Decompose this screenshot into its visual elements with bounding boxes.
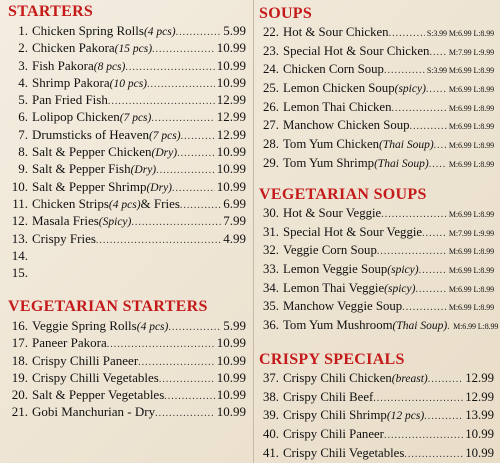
item-size-prices: M:7.99 L:9.99 [448, 228, 494, 238]
item-note: (Dry) [130, 164, 157, 177]
dot-leader [402, 299, 447, 316]
menu-item [0, 317, 252, 334]
item-size-prices: M:6.99 L:8.99 [448, 141, 494, 151]
dot-leader [168, 319, 221, 334]
item-name: Fish Pakora [32, 57, 94, 73]
menu-item [255, 407, 500, 426]
menu-item [255, 426, 500, 445]
menu-item [255, 99, 500, 118]
item-name: Chicken Pakora [32, 40, 115, 56]
menu-item [255, 298, 500, 317]
menu-item [255, 261, 500, 280]
item-price: 6.99 [223, 195, 246, 211]
item-number: 3. [18, 57, 28, 73]
item-number: 4. [18, 74, 28, 90]
item-note: (Thai Soup) [379, 139, 434, 152]
item-price: 10.99 [465, 427, 494, 442]
menu-item [255, 205, 500, 224]
item-name: Veggie Corn Soup [283, 243, 377, 258]
item-number: 39. [263, 408, 279, 423]
menu-item [0, 108, 252, 125]
item-price: 10.99 [216, 144, 246, 160]
dot-leader [392, 100, 447, 117]
item-note: (4 pcs) [143, 26, 176, 38]
item-size-prices: M:6.99 L:8.99 [448, 284, 494, 294]
soups-section [255, 4, 500, 174]
item-note: (spicy) [384, 282, 416, 295]
item-size-prices: M:6.99 L:8.99 [448, 122, 494, 132]
item-price: 12.99 [216, 109, 246, 125]
item-name: Crispy Chilli Vegetables [32, 369, 159, 385]
item-price: 10.99 [216, 335, 246, 351]
item-price: 5.99 [223, 23, 246, 38]
item-number: 37. [263, 371, 279, 385]
item-name: Chicken Corn Soup [283, 62, 384, 77]
item-note: (8 pcs) [93, 60, 126, 73]
item-number: 23. [263, 43, 279, 58]
item-note: (breast) [391, 373, 428, 385]
menu-item [255, 43, 500, 62]
item-number: 27. [263, 118, 279, 133]
item-size-prices: M:6.99 L:8.99 [448, 210, 494, 219]
item-name: Veggie Spring Rolls [32, 318, 137, 333]
menu-item [255, 224, 500, 243]
item-name: Tom Yum Mushroom [283, 318, 393, 333]
menu-item [0, 230, 252, 247]
item-price: 7.99 [223, 213, 246, 229]
item-number: 16. [11, 318, 28, 333]
item-name: Salt & Pepper Shrimp [32, 178, 147, 194]
item-name: Salt & Pepper Fish [32, 161, 131, 177]
dot-leader [181, 128, 215, 143]
item-name: Special Hot & Sour Chicken [283, 43, 430, 58]
dot-leader [422, 225, 447, 242]
menu-item [255, 80, 500, 99]
item-size-prices: M:6.99 L:8.99 [448, 247, 494, 257]
item-name: Masala Fries [32, 213, 99, 229]
menu-item [255, 370, 500, 389]
item-number: 26. [263, 99, 279, 114]
item-size-prices: M:6.99 L:8.99 [448, 159, 494, 169]
menu-item [0, 91, 252, 108]
dot-leader [96, 232, 221, 247]
item-number: 15. [11, 265, 28, 281]
item-name: Gobi Manchurian - Dry [32, 404, 156, 420]
item-note: (Spicy) [98, 216, 132, 229]
item-name: Crispy Chili Chicken [283, 371, 392, 385]
section-title-starters: STARTERS [8, 3, 94, 20]
menu-item [0, 352, 252, 369]
menu-item [255, 389, 500, 408]
item-name: Paneer Pakora [32, 335, 107, 351]
item-name: Crispy Chili Paneer [283, 427, 384, 442]
soups-list [255, 24, 500, 174]
item-name: Tom Yum Shrimp [283, 155, 375, 170]
item-number: 17. [11, 335, 28, 351]
item-number: 31. [263, 224, 279, 239]
section-title-crispy-specials: CRISPY SPECIALS [259, 351, 405, 368]
section-title-veg-starters: VEGETARIAN STARTERS [8, 298, 208, 315]
menu-item [0, 143, 252, 160]
veg-starters-list [0, 317, 252, 421]
dot-leader [415, 281, 446, 298]
item-size-prices: M:6.99 L:8.99 [448, 103, 494, 113]
item-number: 18. [11, 352, 28, 368]
dot-leader [428, 371, 463, 388]
dot-leader [138, 354, 215, 369]
item-price: 10.99 [216, 369, 246, 385]
item-price: 10.99 [216, 404, 246, 420]
menu-item [255, 155, 500, 174]
menu-item [255, 117, 500, 136]
item-number: 11. [12, 195, 28, 211]
item-size-prices: M:6.99 L:8.99 [448, 303, 494, 313]
menu-item [255, 136, 500, 155]
dot-leader [159, 371, 215, 386]
dot-leader [404, 446, 463, 463]
section-title-soups: SOUPS [259, 5, 313, 22]
dot-leader [151, 110, 214, 125]
item-number: 38. [263, 389, 279, 404]
item-name: Manchow Veggie Soup [283, 299, 403, 314]
item-name: Hot & Sour Chicken [283, 25, 389, 39]
item-name: Chicken Strips [32, 195, 109, 211]
menu-item [0, 74, 252, 91]
item-name: Chicken Spring Rolls [32, 23, 144, 38]
item-name: Drumsticks of Heaven [32, 126, 149, 142]
item-name: Lemon Veggie Soup [283, 262, 388, 277]
veg-soups-section [255, 185, 500, 336]
dot-leader [384, 62, 425, 79]
dot-leader [180, 197, 221, 212]
dot-leader [389, 25, 425, 42]
item-number: 20. [11, 387, 28, 403]
item-number: 2. [18, 40, 28, 56]
dot-leader [377, 243, 447, 260]
crispy-specials-list [255, 370, 500, 463]
dot-leader [172, 180, 215, 195]
item-number: 8. [18, 144, 28, 160]
item-name: Lemon Chicken Soup [283, 81, 395, 96]
dot-leader [125, 59, 214, 74]
item-number: 12. [11, 213, 28, 229]
item-price: 10.99 [465, 445, 494, 460]
item-price: 10.99 [216, 161, 246, 177]
column-divider [253, 0, 254, 463]
menu-item [0, 195, 252, 212]
dot-leader [155, 405, 215, 420]
item-number: 34. [263, 280, 279, 295]
item-price: 10.99 [216, 352, 246, 368]
item-size-prices: M:6.99 L:8.99 [448, 266, 494, 276]
dot-leader [426, 81, 447, 98]
item-number: 19. [11, 369, 28, 385]
item-number: 1. [18, 23, 28, 38]
item-note: (7 pcs) [148, 129, 181, 142]
dot-leader [373, 390, 463, 407]
item-price: 12.99 [216, 92, 246, 108]
item-name: Shrimp Pakora [32, 74, 110, 90]
dot-leader [108, 93, 215, 108]
menu-item [0, 247, 252, 264]
item-note: (12 pcs) [386, 410, 425, 423]
dot-leader [381, 206, 447, 223]
item-size-prices: M:6.99 L:8.99 [448, 85, 494, 95]
dot-leader [429, 44, 446, 61]
item-name: Crispy Chili Beef [283, 389, 374, 404]
menu-item [0, 178, 252, 195]
item-note: (Dry) [151, 147, 178, 160]
menu-item [0, 212, 252, 229]
menu-item [0, 160, 252, 177]
item-number: 9. [18, 161, 28, 177]
item-note: (Thai Soup) [374, 157, 429, 170]
item-number: 29. [263, 155, 279, 170]
item-name: Salt & Pepper Chicken [32, 144, 152, 160]
item-number: 6. [18, 109, 28, 125]
item-name: Pan Fried Fish [32, 92, 108, 108]
dot-leader [424, 408, 463, 425]
item-note: (4 pcs) [108, 198, 141, 211]
menu-item [255, 61, 500, 80]
item-number: 13. [11, 230, 28, 246]
dot-leader [147, 76, 215, 91]
item-number: 7. [18, 126, 28, 142]
item-number: 33. [263, 262, 279, 277]
item-price: 10.99 [216, 74, 246, 90]
menu-item [0, 264, 252, 281]
item-number: 21. [11, 404, 28, 420]
dot-leader [152, 41, 215, 56]
item-name: Tom Yum Chicken [283, 137, 380, 152]
dot-leader [410, 118, 447, 135]
item-name: Crispy Fries [32, 230, 96, 246]
item-name: Manchow Chicken Soup [283, 118, 410, 133]
menu-item [255, 317, 500, 336]
item-size-prices: M:6.99 L:8.99 [453, 322, 499, 332]
item-price: 12.99 [465, 389, 494, 404]
item-name: Special Hot & Sour Veggie [283, 224, 423, 239]
item-size-prices: M:7.99 L:9.99 [448, 47, 494, 57]
starters-list [0, 22, 252, 281]
item-size-prices: S:3.99 M:6.99 L:8.99 [426, 66, 494, 76]
menu-item [255, 280, 500, 299]
dot-leader [107, 336, 215, 351]
dot-leader [156, 162, 215, 177]
item-number: 36. [263, 318, 279, 333]
starters-section [0, 2, 252, 281]
item-name: Lemon Thai Veggie [283, 280, 385, 295]
item-name: Crispy Chili Vegetables [283, 445, 405, 460]
section-title-veg-soups: VEGETARIAN SOUPS [259, 186, 427, 203]
item-note: (spicy) [394, 83, 426, 96]
menu-item [0, 126, 252, 143]
item-number: 41. [263, 445, 279, 460]
item-name: Lolipop Chicken [32, 109, 120, 125]
item-number: 5. [18, 92, 28, 108]
dot-leader [176, 24, 222, 39]
item-number: 22. [263, 25, 279, 39]
dot-leader [177, 145, 215, 160]
veg-soups-list [255, 205, 500, 336]
item-number: 30. [263, 206, 279, 220]
menu-item [0, 369, 252, 386]
item-name: Crispy Chili Shrimp [283, 408, 387, 423]
item-price: 12.99 [465, 371, 494, 385]
item-price: 10.99 [216, 40, 246, 56]
item-note: (4 pcs) [136, 321, 169, 333]
item-number: 25. [263, 81, 279, 96]
dot-leader [164, 388, 214, 403]
dot-leader [434, 137, 447, 154]
item-number: 35. [263, 299, 279, 314]
item-price: 10.99 [216, 57, 246, 73]
menu-item [255, 242, 500, 261]
item-note: (7 pcs) [119, 112, 152, 125]
item-number: 24. [263, 62, 279, 77]
item-price: 10.99 [216, 387, 246, 403]
menu-item [255, 445, 500, 463]
item-note: (Dry) [146, 181, 173, 194]
item-name: Lemon Thai Chicken [283, 99, 392, 114]
veg-starters-section [0, 297, 252, 421]
item-number: 40. [263, 427, 279, 442]
item-name: Salt & Pepper Vegetables [32, 387, 165, 403]
menu-item [0, 403, 252, 420]
item-note: (15 pcs) [114, 43, 153, 56]
item-number: 14. [11, 247, 28, 263]
crispy-specials-section [255, 350, 500, 463]
item-name-suffix: & Fries [140, 195, 180, 211]
item-note: (spicy) [387, 264, 419, 277]
item-number: 10. [11, 178, 28, 194]
dot-leader [419, 262, 447, 279]
item-number: 32. [263, 243, 279, 258]
item-name: Crispy Chilli Paneer [32, 352, 139, 368]
item-price: 12.99 [216, 126, 246, 142]
menu-item [0, 386, 252, 403]
item-price: 10.99 [216, 178, 246, 194]
dot-leader [384, 427, 463, 444]
menu-item [0, 57, 252, 74]
menu-item [0, 39, 252, 56]
item-note: (Thai Soup) [392, 320, 448, 333]
item-price: 5.99 [223, 318, 246, 333]
item-name: Hot & Sour Veggie [283, 206, 382, 220]
item-size-prices: S:3.99 M:6.99 L:8.99 [426, 29, 494, 38]
menu-item [0, 334, 252, 351]
dot-leader [131, 214, 221, 229]
item-number: 28. [263, 137, 279, 152]
item-price: 4.99 [223, 230, 246, 246]
item-note: (10 pcs) [109, 77, 148, 90]
menu-item [255, 24, 500, 43]
menu-item [0, 22, 252, 39]
dot-leader [429, 156, 447, 173]
item-price: 13.99 [465, 408, 494, 423]
